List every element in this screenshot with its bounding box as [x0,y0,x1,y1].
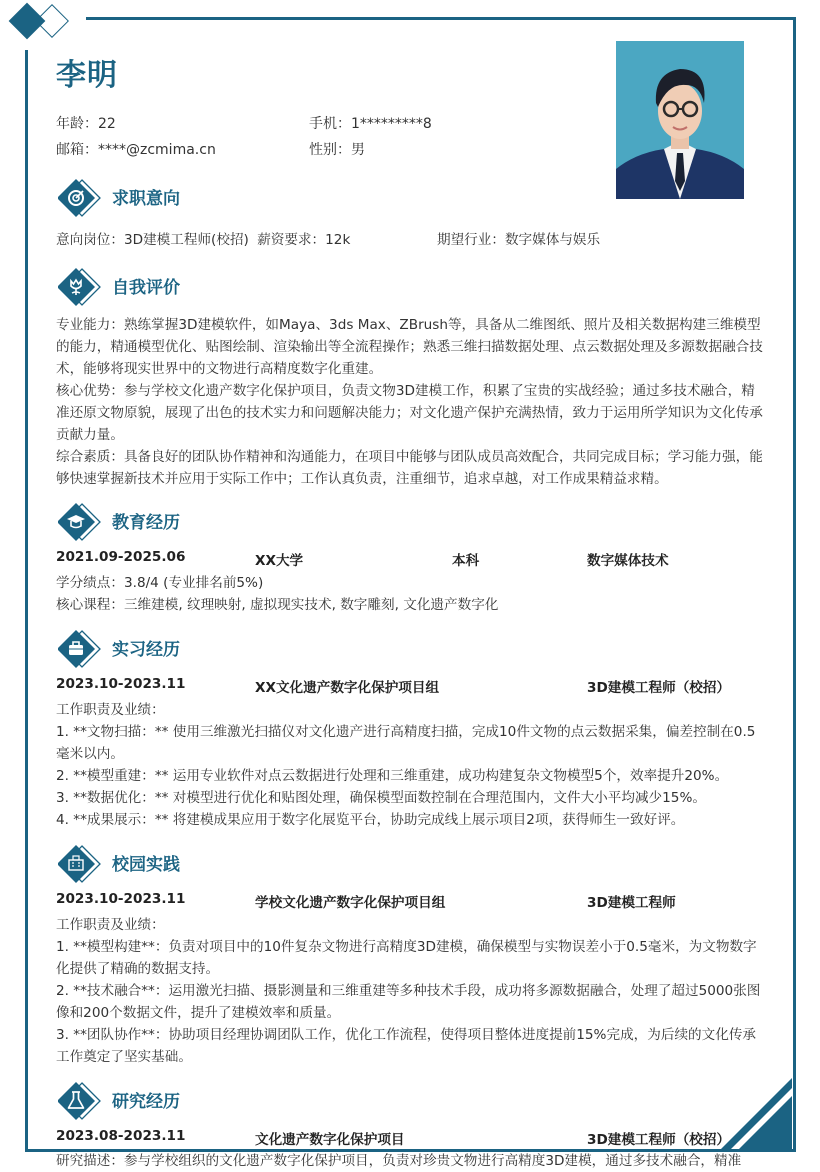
age-field: 年龄：22 [56,116,116,132]
building-icon [58,844,102,884]
campus-period: 2023.10-2023.11 [56,891,186,907]
campus-details [56,914,768,1068]
intern-role: 3D建模工程师（校招） [587,680,731,696]
internship-row [56,676,768,698]
corner-triangle-icon [716,1074,796,1152]
education-row [56,549,768,571]
internship-details [56,699,768,831]
gender-field: 性别：男 [309,142,365,158]
research-desc: 研究描述：参与学校组织的文化遗产数字化保护项目，负责对珍贵文物进行高精度3D建模，通过多技术融合，精准 [56,1153,742,1169]
job-intent-row [56,229,768,251]
flask-icon [58,1081,102,1121]
education-details [56,572,768,616]
section-title: 求职意向 [112,189,180,209]
section-title: 实习经历 [112,640,180,660]
edu-courses: 核心课程：三维建模, 纹理映射, 虚拟现实技术, 数字雕刻, 文化遗产数字化 [56,597,499,613]
research-role: 3D建模工程师（校招） [587,1132,731,1148]
frame-right-line [793,17,796,1152]
edu-degree: 本科 [452,553,480,569]
intern-item: 3. **数据优化：** 对模型进行优化和贴图处理，确保模型面数控制在合理范围内，文件大小平均减少15%。 [56,790,706,806]
campus-item: 3. **团队协作**：协助项目经理协调团队工作，优化工作流程，使得项目整体进度提前15%完成，为后续的文化传承工作奠定了坚实基础。 [56,1027,757,1065]
campus-org: 学校文化遗产数字化保护项目组 [255,895,446,911]
corner-diamond-filled-icon [9,3,46,40]
edu-period: 2021.09-2025.06 [56,549,186,565]
target-icon [58,178,102,218]
desired-position: 意向岗位：3D建模工程师(校招) [56,232,249,248]
section-title: 校园实践 [112,855,180,875]
intern-item: 2. **模型重建：** 运用专业软件对点云数据进行处理和三维重建，成功构建复杂文物模型5个，效率提升20%。 [56,768,729,784]
intern-duties-label: 工作职责及业绩： [56,702,165,718]
portrait-photo [616,41,744,199]
research-org: 文化遗产数字化保护项目 [255,1132,405,1148]
frame-left-line [25,50,28,1152]
desired-industry: 期望行业：数字媒体与娱乐 [437,232,601,248]
section-title: 教育经历 [112,513,180,533]
candidate-name: 李明 [56,58,118,93]
graduation-cap-icon [58,502,102,542]
edu-school: XX大学 [255,553,304,569]
self-eval-qualities: 综合素质：具备良好的团队协作精神和沟通能力，在项目中能够与团队成员高效配合，共同完成目标；学习能力强，能够快速掌握新技术并应用于实际工作中；工作认真负责，注重细节，追求卓越，对工作成果精益求精。 [56,449,763,487]
edu-gpa: 学分绩点：3.8/4 (专业排名前5%) [56,575,264,591]
intern-item: 4. **成果展示：** 将建模成果应用于数字化展览平台，协助完成线上展示项目2项，获得师生一致好评。 [56,812,685,828]
self-eval-text [56,314,768,490]
briefcase-icon [58,629,102,669]
intern-item: 1. **文物扫描：** 使用三维激光扫描仪对文化遗产进行高精度扫描，完成10件文物的点云数据采集，偏差控制在0.5毫米以内。 [56,724,756,762]
campus-duties-label: 工作职责及业绩： [56,917,165,933]
campus-item: 1. **模型构建**：负责对项目中的10件复杂文物进行高精度3D建模，确保模型与实物误差小于0.5毫米，为文物数字化提供了精确的数据支持。 [56,939,757,977]
flower-icon [58,267,102,307]
intern-org: XX文化遗产数字化保护项目组 [255,680,440,696]
self-eval-strengths: 核心优势：参与学校文化遗产数字化保护项目，负责文物3D建模工作，积累了宝贵的实战经验；通过多技术融合，精准还原文物原貌，展现了出色的技术实力和问题解决能力；对文化遗产保护充满热情，致力于运用所学知识为文化传承贡献力量。 [56,383,763,443]
phone-field: 手机：1*********8 [309,116,432,132]
section-title: 自我评价 [112,278,180,298]
research-row [56,1128,768,1150]
frame-top-line [86,17,796,20]
intern-period: 2023.10-2023.11 [56,676,186,692]
email-field: 邮箱：****@zcmima.cn [56,142,216,158]
self-eval-professional: 专业能力：熟练掌握3D建模软件，如Maya、3ds Max、ZBrush等，具备从二维图纸、照片及相关数据构建三维模型的能力，精通模型优化、贴图绘制、渲染输出等全流程操作；熟悉三维扫描数据处理、点云数据处理及多源数据融合技术，能够将现实世界中的文物进行高精度数字化重建。 [56,317,763,377]
frame-bottom-line [25,1149,796,1152]
section-title: 研究经历 [112,1092,180,1112]
edu-major: 数字媒体技术 [587,553,669,569]
campus-item: 2. **技术融合**：运用激光扫描、摄影测量和三维重建等多种技术手段，成功将多源数据融合，处理了超过5000张图像和200个数据文件，提升了建模效率和质量。 [56,983,761,1021]
campus-role: 3D建模工程师 [587,895,676,911]
research-period: 2023.08-2023.11 [56,1128,186,1144]
campus-row [56,891,768,913]
salary-expectation: 薪资要求：12k [257,232,351,248]
